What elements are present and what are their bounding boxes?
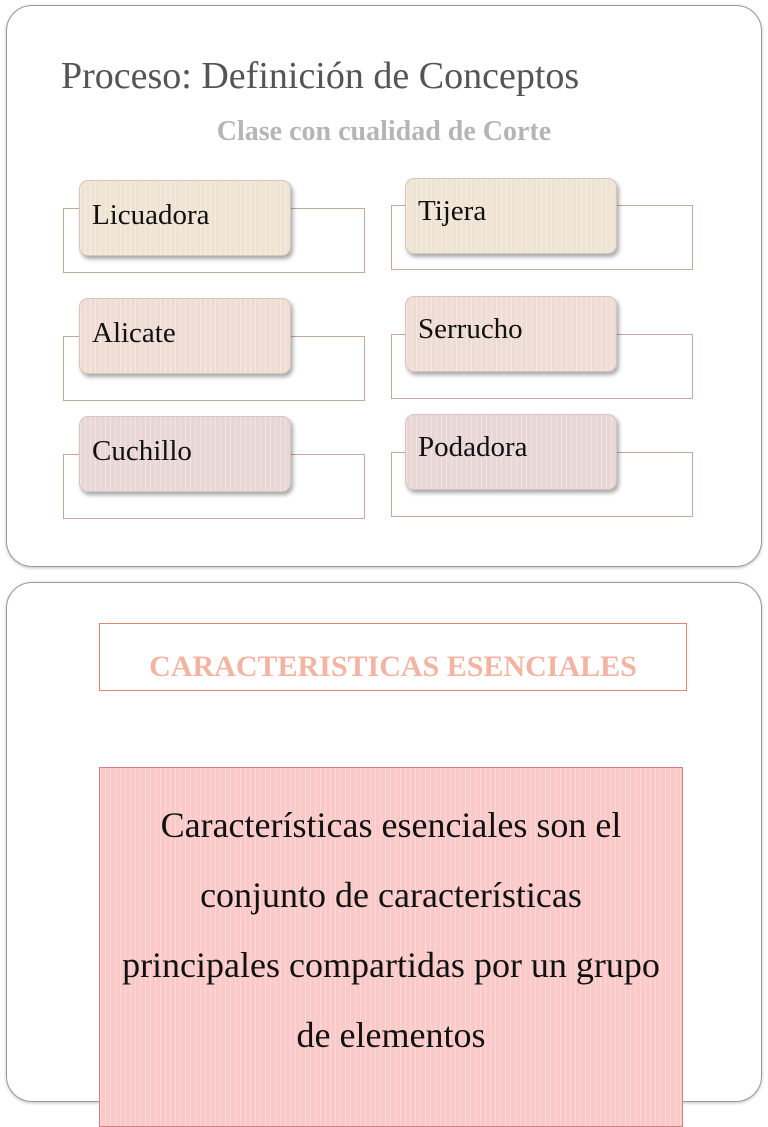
- item-label: Alicate: [92, 317, 176, 349]
- definition-text: Características esenciales son el conjunto de características principales compartidas por un grupo de elementos: [122, 805, 660, 1055]
- item-label: Tijera: [418, 195, 487, 227]
- slide-1: [6, 5, 762, 567]
- item-label: Licuadora: [92, 199, 210, 231]
- item-chip-alicate: [79, 298, 291, 374]
- heading-box: [99, 623, 687, 691]
- item-chip-tijera: [405, 178, 617, 254]
- item-label: Podadora: [418, 431, 528, 463]
- definition-box: [99, 767, 683, 1127]
- item-label: Serrucho: [418, 313, 523, 345]
- section-heading: CARACTERISTICAS ESENCIALES: [149, 650, 637, 683]
- item-chip-licuadora: [79, 180, 291, 256]
- slide-2: [6, 582, 762, 1102]
- item-chip-cuchillo: [79, 416, 291, 492]
- item-chip-podadora: [405, 414, 617, 490]
- slide-subtitle: Clase con cualidad de Corte: [216, 116, 552, 147]
- item-label: Cuchillo: [92, 435, 192, 467]
- slide-title: Proceso: Definición de Conceptos: [61, 55, 580, 97]
- item-chip-serrucho: [405, 296, 617, 372]
